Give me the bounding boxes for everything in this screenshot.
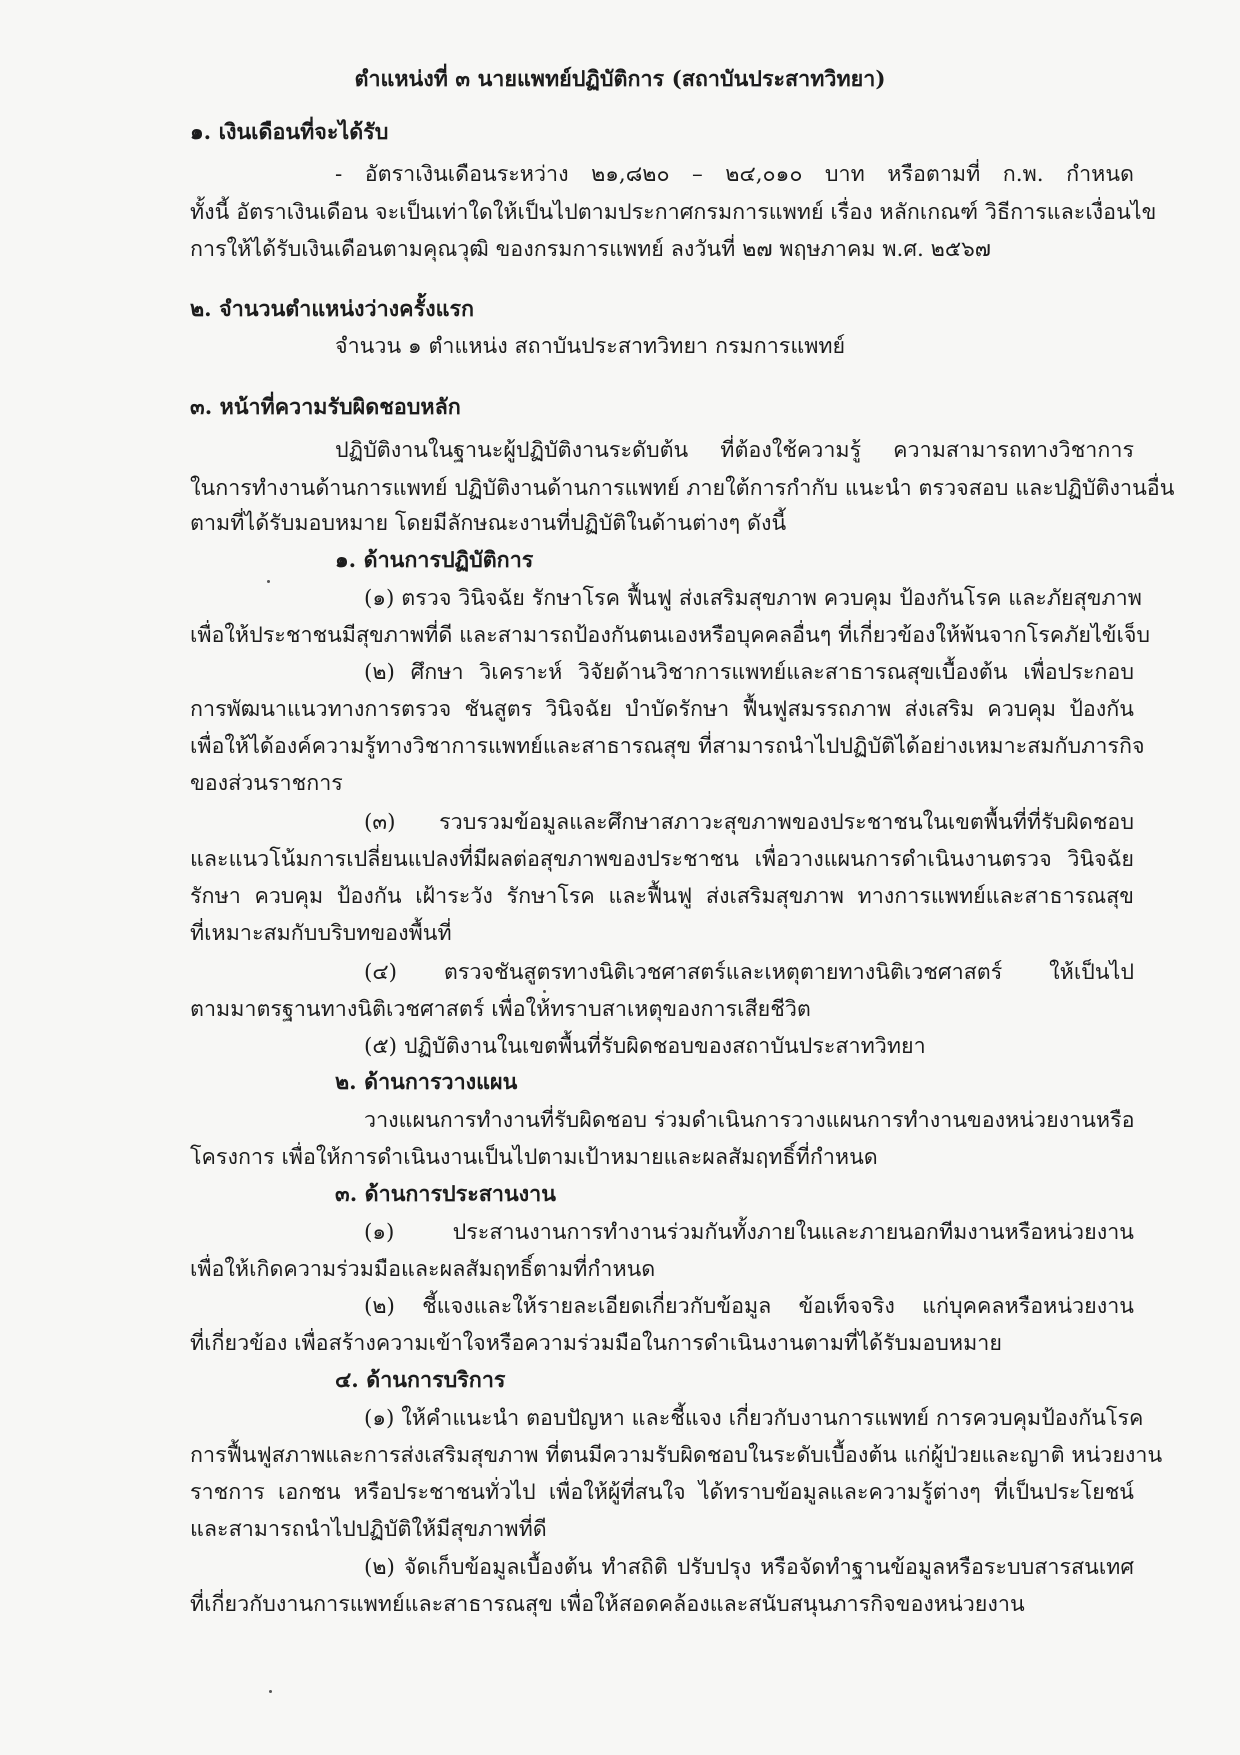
service-item-1-line: การฟื้นฟูสภาพและการส่งเสริมสุขภาพ ที่ตนมีความรับผิดชอบในระดับเบื้องต้น แก่ผู้ป่วยและญาติ หน่วยงาน (190, 1443, 1163, 1468)
practice-item-1-line: เพื่อให้ประชาชนมีสุขภาพที่ดี และสามารถป้องกันตนเองหรือบุคคลอื่นๆ ที่เกี่ยวข้องให้พ้นจากโรคภัยไข้เจ็บ (190, 623, 1151, 648)
practice-heading: ๑. ด้านการปฏิบัติการ (335, 548, 534, 573)
salary-line: ทั้งนี้ อัตราเงินเดือน จะเป็นเท่าใดให้เป็นไปตามประกาศกรมการแพทย์ เรื่อง หลักเกณฑ์ วิธีการและเงื่อนไข (190, 200, 1157, 225)
salary-line: การให้ได้รับเงินเดือนตามคุณวุฒิ ของกรมการแพทย์ ลงวันที่ ๒๗ พฤษภาคม พ.ศ. ๒๕๖๗ (190, 237, 991, 262)
vacancy-heading: ๒. จำนวนตำแหน่งว่างครั้งแรก (190, 297, 475, 322)
duties-intro-line: ในการทำงานด้านการแพทย์ ปฏิบัติงานด้านการแพทย์ ภายใต้การกำกับ แนะนำ ตรวจสอบ และปฏิบัติงานอื่น (190, 476, 1175, 501)
coordination-heading: ๓. ด้านการประสานงาน (335, 1182, 556, 1207)
service-item-1-line: ราชการ เอกชน หรือประชาชนทั่วไป เพื่อให้ผู้ที่สนใจ ได้ทราบข้อมูลและความรู้ต่างๆ ที่เป็นประโยชน์ (190, 1480, 1134, 1505)
service-item-1-line: และสามารถนำไปปฏิบัติให้มีสุขภาพที่ดี (190, 1517, 547, 1542)
duties-intro-line: ตามที่ได้รับมอบหมาย โดยมีลักษณะงานที่ปฏิบัติในด้านต่างๆ ดังนี้ (190, 511, 787, 536)
salary-line: - อัตราเงินเดือนระหว่าง ๒๑,๘๒๐ – ๒๔,๐๑๐ บาท หรือตามที่ ก.พ. กำหนด (335, 162, 1134, 187)
coordination-item-2-line: (๒) ชี้แจงและให้รายละเอียดเกี่ยวกับข้อมูล ข้อเท็จจริง แก่บุคคลหรือหน่วยงาน (364, 1294, 1134, 1319)
coordination-item-1-line: เพื่อให้เกิดความร่วมมือและผลสัมฤทธิ์ตามที่กำหนด (190, 1257, 656, 1282)
planning-line: วางแผนการทำงานที่รับผิดชอบ ร่วมดำเนินการวางแผนการทำงานของหน่วยงานหรือ (364, 1108, 1135, 1133)
practice-item-3-line: ที่เหมาะสมกับบริบทของพื้นที่ (190, 921, 452, 946)
duties-heading: ๓. หน้าที่ความรับผิดชอบหลัก (190, 395, 461, 420)
service-heading: ๔. ด้านการบริการ (335, 1368, 506, 1393)
duties-intro-line: ปฏิบัติงานในฐานะผู้ปฏิบัติงานระดับต้น ที่ต้องใช้ความรู้ ความสามารถทางวิชาการ (335, 438, 1134, 463)
practice-item-4-line: ตามมาตรฐานทางนิติเวชศาสตร์ เพื่อให้ทราบสาเหตุของการเสียชีวิต (190, 997, 811, 1022)
coordination-item-1-line: (๑) ประสานงานการทำงานร่วมกันทั้งภายในและภายนอกทีมงานหรือหน่วยงาน (364, 1220, 1134, 1245)
scan-speck (267, 580, 270, 583)
page-title: ตำแหน่งที่ ๓ นายแพทย์ปฏิบัติการ (สถาบันประสาทวิทยา) (354, 67, 886, 92)
practice-item-2-line: การพัฒนาแนวทางการตรวจ ชันสูตร วินิจฉัย บำบัดรักษา ฟื้นฟูสมรรถภาพ ส่งเสริม ควบคุม ป้องกัน (190, 697, 1134, 722)
salary-heading: ๑. เงินเดือนที่จะได้รับ (190, 120, 389, 145)
coordination-item-2-line: ที่เกี่ยวข้อง เพื่อสร้างความเข้าใจหรือความร่วมมือในการดำเนินงานตามที่ได้รับมอบหมาย (190, 1331, 1002, 1356)
practice-item-2-line: ของส่วนราชการ (190, 771, 343, 796)
practice-item-4-line: (๔) ตรวจชันสูตรทางนิติเวชศาสตร์และเหตุตายทางนิติเวชศาสตร์ ให้เป็นไป (364, 960, 1134, 985)
practice-item-3-line: รักษา ควบคุม ป้องกัน เฝ้าระวัง รักษาโรค และฟื้นฟู ส่งเสริมสุขภาพ ทางการแพทย์และสาธารณสุข (190, 884, 1134, 909)
service-item-2-line: ที่เกี่ยวกับงานการแพทย์และสาธารณสุข เพื่อให้สอดคล้องและสนับสนุนภารกิจของหน่วยงาน (190, 1592, 1025, 1617)
practice-item-5: (๕) ปฏิบัติงานในเขตพื้นที่รับผิดชอบของสถาบันประสาทวิทยา (364, 1034, 926, 1059)
scan-speck (269, 1690, 272, 1693)
service-item-1-line: (๑) ให้คำแนะนำ ตอบปัญหา และชี้แจง เกี่ยวกับงานการแพทย์ การควบคุมป้องกันโรค (364, 1406, 1144, 1431)
service-item-2-line: (๒) จัดเก็บข้อมูลเบื้องต้น ทำสถิติ ปรับปรุง หรือจัดทำฐานข้อมูลหรือระบบสารสนเทศ (364, 1555, 1134, 1580)
planning-heading: ๒. ด้านการวางแผน (335, 1070, 518, 1095)
practice-item-1-line: (๑) ตรวจ วินิจฉัย รักษาโรค ฟื้นฟู ส่งเสริมสุขภาพ ควบคุม ป้องกันโรค และภัยสุขภาพ (364, 586, 1142, 611)
vacancy-text: จำนวน ๑ ตำแหน่ง สถาบันประสาทวิทยา กรมการแพทย์ (335, 334, 846, 359)
practice-item-2-line: เพื่อให้ได้องค์ความรู้ทางวิชาการแพทย์และสาธารณสุข ที่สามารถนำไปปฏิบัติได้อย่างเหมาะสมกับภารกิจ (190, 734, 1145, 759)
practice-item-2-line: (๒) ศึกษา วิเคราะห์ วิจัยด้านวิชาการแพทย์และสาธารณสุขเบื้องต้น เพื่อประกอบ (364, 660, 1134, 685)
practice-item-3-line: (๓) รวบรวมข้อมูลและศึกษาสภาวะสุขภาพของประชาชนในเขตพื้นที่ที่รับผิดชอบ (364, 810, 1134, 835)
scan-speck (543, 990, 546, 993)
practice-item-3-line: และแนวโน้มการเปลี่ยนแปลงที่มีผลต่อสุขภาพของประชาชน เพื่อวางแผนการดำเนินงานตรวจ วินิจฉัย (190, 847, 1134, 872)
planning-line: โครงการ เพื่อให้การดำเนินงานเป็นไปตามเป้าหมายและผลสัมฤทธิ์ที่กำหนด (190, 1145, 878, 1170)
